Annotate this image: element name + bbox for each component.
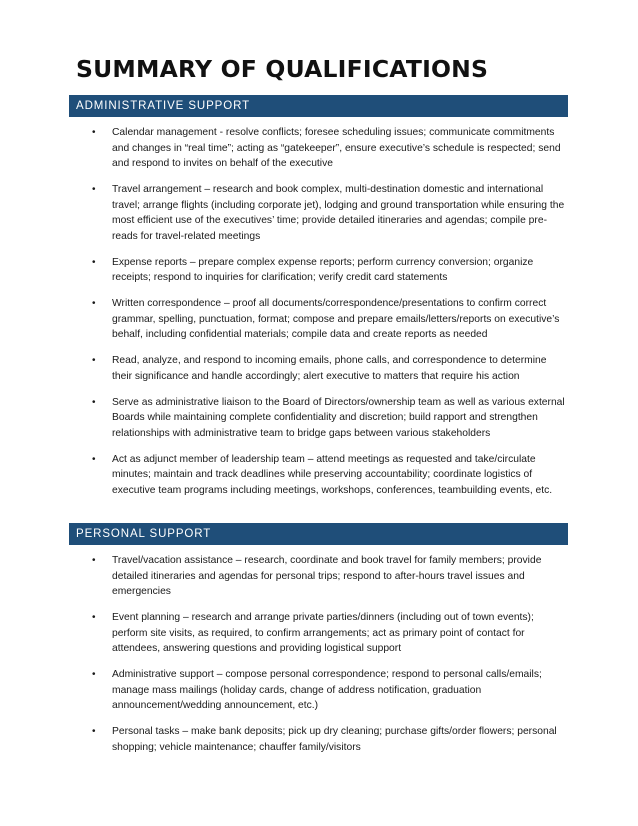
personal-support-list (0, 553, 568, 766)
list-item (92, 610, 568, 657)
list-item-text: Personal tasks – make bank deposits; pick up dry cleaning; purchase gifts/order flowers; personal shopping; vehicle maintenance; chauffer family/visitors (112, 726, 557, 753)
list-item-text: Expense reports – prepare complex expense reports; perform currency conversion; organize receipts; respond to inquiries for clarification; verify credit card statements (112, 256, 534, 283)
list-item-text: Travel/vacation assistance – research, coordinate and book travel for family members; provide detailed itineraries and agendas for personal trips; respond to after-hours travel issues and emergencies (112, 555, 542, 597)
list-item-text: Travel arrangement – research and book complex, multi-destination domestic and international travel; arrange flights (including corporate jet), lodging and ground transportation while ensuring the most efficient use of the executives’ time; provide detailed itineraries and agendas; compile pre-reads for travel-related meetings (112, 184, 565, 242)
list-item (92, 182, 568, 244)
list-item-text: Serve as administrative liaison to the Board of Directors/ownership team as well as various external Boards while maintaining complete confidentiality and discretion; build rapport and strengthen relationships with administrative team to bridge gaps between various stakeholders (112, 396, 565, 439)
bullet-icon: • (92, 256, 96, 268)
bullet-icon: • (92, 396, 96, 408)
section-heading-personal-support: PERSONAL SUPPORT (69, 523, 568, 545)
list-item-text: Event planning – research and arrange private parties/dinners (including out of town events); perform site visits, as required, to confirm arrangements; act as primary point of contact for attendees, answering questions and providing logistical support (112, 612, 534, 654)
list-item-text: Act as adjunct member of leadership team – attend meetings as requested and take/circulate minutes; maintain and track deadlines while preserving accountability; coordinate logistics of executive team programs including meetings, workshops, conferences, teambuilding events, etc. (112, 453, 553, 496)
list-item (92, 125, 568, 172)
list-item-text: Written correspondence – proof all documents/correspondence/presentations to confirm correct grammar, spelling, punctuation, format; compose and prepare emails/letters/reports on executive’s behalf, including confidential materials; compile data and create reports as needed (112, 298, 560, 340)
bullet-icon: • (92, 355, 96, 366)
list-item-text: Read, analyze, and respond to incoming emails, phone calls, and correspondence to determine their significance and handle accordingly; alert executive to matters that require his action (112, 355, 547, 382)
list-item (92, 353, 568, 384)
list-item-text: Administrative support – compose personal correspondence; respond to personal calls/emails; manage mass mailings (holiday cards, change of address notification, graduation announcement/wedding announcement, etc.) (112, 669, 542, 711)
bullet-icon: • (92, 726, 96, 737)
bullet-icon: • (92, 669, 96, 680)
bullet-icon: • (92, 555, 96, 566)
list-item (92, 395, 568, 442)
list-item (92, 724, 568, 755)
section-heading-administrative-support: ADMINISTRATIVE SUPPORT (69, 95, 568, 117)
bullet-icon: • (92, 298, 96, 309)
list-item (92, 553, 568, 600)
administrative-support-list (0, 125, 568, 509)
bullet-icon: • (92, 127, 96, 138)
list-item (92, 255, 568, 286)
bullet-icon: • (92, 184, 96, 195)
bullet-icon: • (92, 453, 96, 465)
bullet-icon: • (92, 612, 96, 623)
list-item (92, 667, 568, 714)
list-item (92, 452, 568, 499)
page-title: SUMMARY OF QUALIFICATIONS (76, 55, 489, 83)
list-item (92, 296, 568, 343)
list-item-text: Calendar management - resolve conflicts; foresee scheduling issues; communicate commitments and changes in “real time”; acting as “gatekeeper”, ensure executive’s schedule is respected; send and respond to invites on behalf of the executive (112, 127, 561, 169)
